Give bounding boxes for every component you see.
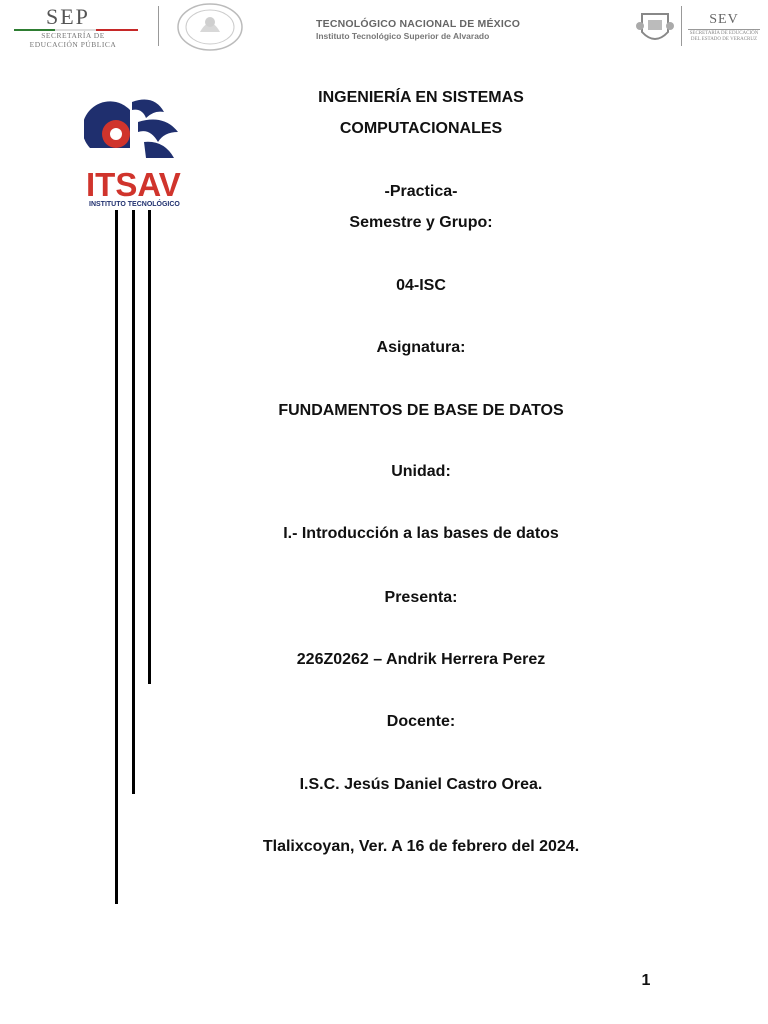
unit-value: I.- Introducción a las bases de datos	[283, 525, 559, 542]
sep-logo	[8, 4, 138, 50]
page-header	[0, 0, 768, 60]
sev-logo-subtitle-line2: DEL ESTADO DE VERACRUZ	[690, 37, 758, 42]
page-number: 1	[641, 972, 651, 989]
itsav-gear-icon	[84, 100, 178, 158]
sep-logo-subtitle-line2: EDUCACIÓN PÚBLICA	[29, 40, 117, 49]
sep-logo-title: SEP	[46, 4, 90, 29]
sev-logo-title: SEV	[709, 12, 739, 27]
unit-label: Unidad:	[391, 463, 451, 480]
teacher-value: I.S.C. Jesús Daniel Castro Orea.	[299, 776, 543, 793]
semester-value: 04-ISC	[396, 277, 446, 294]
tec-nm-subtitle: Instituto Tecnológico Superior de Alvarado	[316, 31, 490, 41]
sev-logo-subtitle-line1: SECRETARÍA DE EDUCACIÓN	[689, 31, 759, 36]
decorative-line-1	[115, 210, 118, 904]
sev-logo	[684, 12, 764, 43]
itsav-logo-text: ITSAV	[86, 166, 181, 203]
career-title-line2: COMPUTACIONALES	[339, 120, 503, 137]
itsav-logo	[84, 92, 186, 208]
subject-label: Asignatura:	[376, 339, 466, 356]
presenter-label: Presenta:	[384, 589, 458, 606]
tec-nm-title: TECNOLÓGICO NACIONAL DE MÉXICO	[316, 18, 521, 30]
practice-label: -Practica-	[384, 183, 458, 200]
teacher-label: Docente:	[386, 713, 456, 730]
decorative-line-3	[148, 210, 151, 684]
place-date: Tlalixcoyan, Ver. A 16 de febrero del 2024.	[262, 838, 580, 855]
tec-nm-header	[316, 18, 520, 41]
itsav-logo-subtext: INSTITUTO TECNOLÓGICO	[89, 201, 180, 208]
sep-logo-subtitle	[8, 31, 138, 49]
subject-value: FUNDAMENTOS DE BASE DE DATOS	[278, 402, 564, 419]
career-title-line1: INGENIERÍA EN SISTEMAS	[318, 89, 524, 106]
sep-logo-subtitle-line1: SECRETARÍA DE	[41, 31, 105, 40]
header-divider-sev	[681, 6, 682, 46]
veracruz-emblem-icon	[634, 8, 676, 48]
decorative-line-2	[132, 210, 135, 794]
header-divider	[158, 6, 159, 46]
semester-label: Semestre y Grupo:	[349, 214, 493, 231]
presenter-value: 226Z0262 – Andrik Herrera Perez	[296, 651, 546, 668]
national-seal-icon	[176, 2, 244, 52]
sev-logo-rule	[688, 29, 760, 30]
